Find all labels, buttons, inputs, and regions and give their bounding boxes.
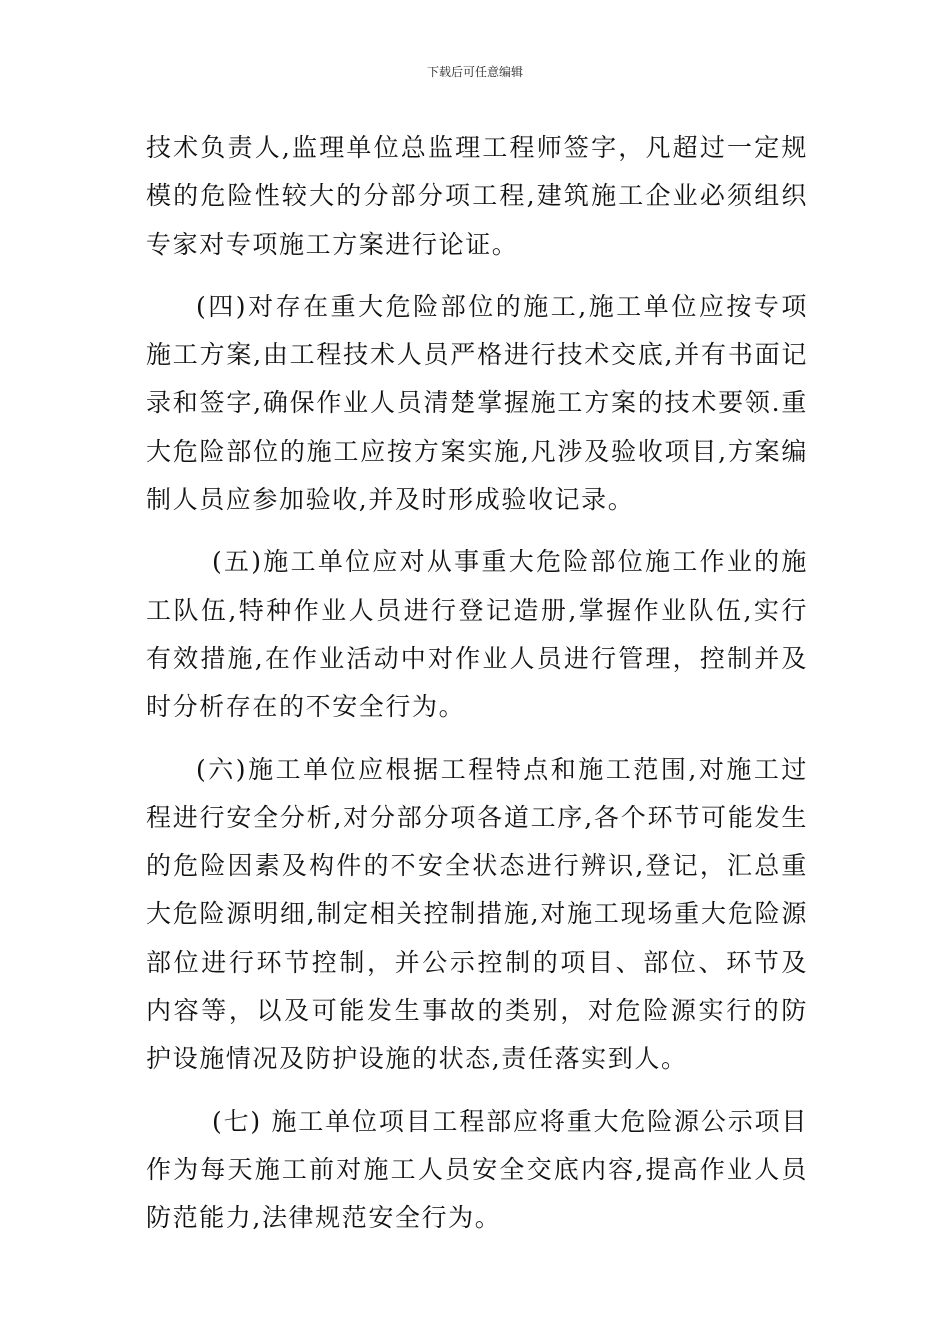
paragraph-item-7: (七) 施工单位项目工程部应将重大危险源公示项目作为每天施工前对施工人员安全交底内容,提高作业人员防范能力,法律规范安全行为。 xyxy=(146,1106,808,1233)
paragraph-gap xyxy=(146,269,808,283)
paragraph-gap xyxy=(146,524,808,538)
paragraph-continuation: 技术负责人,监理单位总监理工程师签字，凡超过一定规模的危险性较大的分部分项工程,建筑施工企业必须组织专家对专项施工方案进行论证。 xyxy=(146,133,808,259)
paragraph-item-5: (五)施工单位应对从事重大危险部位施工作业的施工队伍,特种作业人员进行登记造册,掌握作业队伍,实行有效措施,在作业活动中对作业人员进行管理，控制并及时分析存在的不安全行为。 xyxy=(146,547,808,722)
page-header: 下载后可任意编辑 xyxy=(426,65,523,79)
paragraph-gap xyxy=(146,1084,808,1098)
paragraph-gap xyxy=(146,732,808,746)
paragraph-item-4: (四)对存在重大危险部位的施工,施工单位应按专项施工方案,由工程技术人员严格进行技术交底,并有书面记录和签字,确保作业人员清楚掌握施工方案的技术要领.重大危险部位的施工应按方案实施,凡涉及验收项目,方案编制人员应参加验收,并及时形成验收记录。 xyxy=(146,291,808,515)
paragraph-item-6: (六)施工单位应根据工程特点和施工范围,对施工过程进行安全分析,对分部分项各道工序,各个环节可能发生的危险因素及构件的不安全状态进行辨识,登记，汇总重大危险源明细,制定相关控制措施,对施工现场重大危险源部位进行环节控制，并公示控制的项目、部位、环节及内容等，以及可能发生事故的类别，对危险源实行的防护设施情况及防护设施的状态,责任落实到人。 xyxy=(146,754,808,1074)
document-body xyxy=(146,124,808,1243)
